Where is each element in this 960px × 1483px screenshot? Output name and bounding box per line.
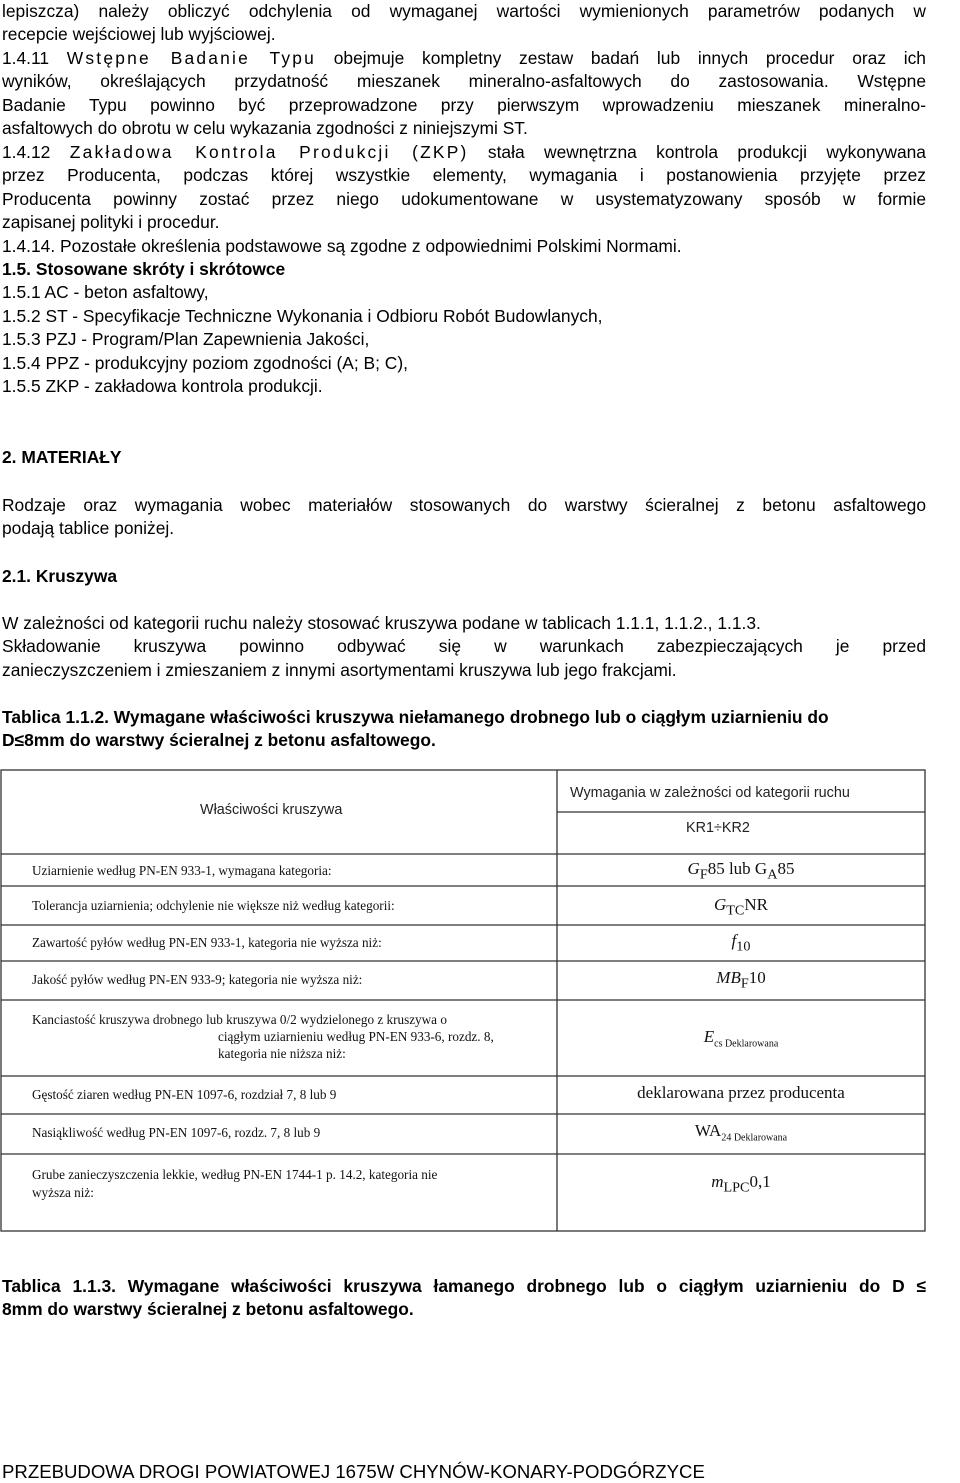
subsection-heading-aggregates: 2.1. Kruszywa: [2, 566, 118, 586]
table-caption-1-1-2: [2, 706, 926, 753]
table-cell-requirement: $f_{10}$: [731, 931, 751, 955]
definition-term: Wstępne Badanie Typu: [66, 48, 317, 68]
intro-line: recepcie wejściowej lub wyjściowej.: [2, 24, 276, 45]
definition-1-4-12: [2, 141, 926, 235]
caption-line: D≤8mm do warstwy ścieralnej z betonu asfaltowego.: [2, 730, 436, 751]
table-cell-requirement: $G_F85$ lub $G_A85$: [687, 859, 795, 883]
table-cell-property: ciągłym uziarnieniu według PN-EN 933-6, rozdz. 8,: [218, 1029, 494, 1044]
abbreviations-section: [2, 258, 926, 398]
table-cell-property: Gęstość ziaren według PN-EN 1097-6, rozdział 7, 8 lub 9: [32, 1087, 337, 1102]
abbreviation-item: 1.5.2 ST - Specyfikacje Techniczne Wykonania i Odbioru Robót Budowlanych,: [2, 305, 603, 326]
abbreviation-item: 1.5.1 AC - beton asfaltowy,: [2, 282, 209, 303]
definition-line: Producenta powinny zostać przez niego udokumentowane w usystematyzowany sposób w formie: [2, 188, 926, 209]
table-cell-property: Jakość pyłów według PN-EN 933-9; kategoria nie wyższa niż:: [32, 972, 363, 987]
table-cell-requirement: $m_{LPC}0,1$: [711, 1172, 771, 1196]
paragraph-line: W zależności od kategorii ruchu należy stosować kruszywa podane w tablicach 1.1.1, 1.1.2., 1.1.3.: [2, 613, 761, 633]
paragraph-line: Rodzaje oraz wymagania wobec materiałów stosowanych do warstwy ścieralnej z betonu asfaltowego: [2, 495, 926, 515]
definition-term: Zakładowa Kontrola Produkcji (ZKP): [69, 142, 469, 162]
table-cell-property: Grube zanieczyszczenia lekkie, według PN-EN 1744-1 p. 14.2, kategoria nie: [32, 1167, 438, 1182]
table-cell-property: Kanciastość kruszywa drobnego lub kruszywa 0/2 wydzielonego z kruszywa o: [32, 1012, 447, 1027]
paragraph-line: podają tablice poniżej.: [2, 518, 175, 539]
table-grid: [0, 769, 926, 1232]
definition-line: Badanie Typu powinno być przeprowadzone przy pierwszym wprowadzeniu mieszanek mineralno-: [2, 94, 926, 115]
table-cell-property: Tolerancja uziarnienia; odchylenie nie większe niż według kategorii:: [32, 898, 395, 913]
table-cell-property: wyższa niż:: [32, 1185, 94, 1200]
abbreviation-item: 1.5.4 PPZ - produkcyjny poziom zgodności (A; B; C),: [2, 352, 408, 373]
requirements-table: [0, 769, 926, 1232]
section-heading-materials: 2. MATERIAŁY: [2, 447, 122, 467]
abbreviation-item: 1.5.3 PZJ - Program/Plan Zapewnienia Jakości,: [2, 329, 370, 350]
intro-line: lepiszcza) należy obliczyć odchylenia od wymaganej wartości wymienionych parametrów podanych w: [2, 1, 926, 21]
table-cell-property: Uziarnienie według PN-EN 933-1, wymagana kategoria:: [32, 863, 332, 878]
section-heading: 1.5. Stosowane skróty i skrótowce: [2, 259, 286, 279]
table-cell-requirement: $WA_{24 Deklarowana}$: [694, 1121, 788, 1144]
definition-line: 1.4.11 Wstępne Badanie Typu obejmuje kompletny zestaw badań lub innych procedur oraz ich: [2, 48, 926, 68]
definition-line: przez Producenta, podczas której wszystkie elementy, wymagania i postanowienia przyjęte przez: [2, 165, 926, 186]
definition-line: asfaltowych do obrotu w celu wykazania zgodności z niniejszymi ST.: [2, 118, 528, 139]
materials-paragraph: [2, 494, 926, 541]
abbreviation-item: 1.5.5 ZKP - zakładowa kontrola produkcji.: [2, 376, 323, 397]
definition-line: zapisanej polityki i procedur.: [2, 212, 220, 233]
page-footer: PRZEBUDOWA DROGI POWIATOWEJ 1675W CHYNÓW-KONARY-PODGÓRZYCE: [2, 1461, 705, 1482]
caption-line: Tablica 1.1.3. Wymagane właściwości kruszywa łamanego drobnego lub o ciągłym uziarnieniu do D ≤: [2, 1276, 926, 1296]
caption-line: 8mm do warstwy ścieralnej z betonu asfaltowego.: [2, 1299, 414, 1320]
table-cell-requirement: $MB_F10$: [716, 968, 766, 992]
paragraph-line: Składowanie kruszywa powinno odbywać się w warunkach zabezpieczających je przed: [2, 636, 926, 657]
intro-paragraph: [2, 0, 926, 47]
header-property: Właściwości kruszywa: [200, 802, 343, 818]
table-cell-requirement: deklarowana przez producenta: [637, 1083, 845, 1102]
definition-line: 1.4.12 Zakładowa Kontrola Produkcji (ZKP) stała wewnętrzna kontrola produkcji wykonywana: [2, 142, 926, 162]
aggregates-paragraph: [2, 612, 926, 682]
table-cell-requirement: $G_{TC}NR$: [714, 895, 768, 919]
table-caption-1-1-3: [2, 1275, 926, 1322]
caption-line: Tablica 1.1.2. Wymagane właściwości kruszywa niełamanego drobnego lub o ciągłym uziarnieniu do: [2, 707, 829, 727]
definition-line: wyników, określających przydatność mieszanek mineralno-asfaltowych do zastosowania. Wstępne: [2, 71, 926, 92]
header-requirements: Wymagania w zależności od kategorii ruchu: [570, 785, 850, 801]
table-cell-property: Nasiąkliwość według PN-EN 1097-6, rozdz. 7, 8 lub 9: [32, 1125, 321, 1140]
table-cell-requirement: $E_{cs Deklarowana}$: [703, 1027, 779, 1050]
paragraph-line: zanieczyszczeniem i zmieszaniem z innymi asortymentami kruszywa lub jego frakcjami.: [2, 659, 677, 680]
table-cell-property: Zawartość pyłów według PN-EN 933-1, kategoria nie wyższa niż:: [32, 935, 382, 950]
definition-1-4-11: [2, 47, 926, 141]
definition-1-4-14: [2, 235, 926, 258]
definition-line: 1.4.14. Pozostałe określenia podstawowe są zgodne z odpowiednimi Polskimi Normami.: [2, 236, 682, 256]
table-cell-property: kategoria nie niższa niż:: [218, 1046, 346, 1061]
header-traffic-category: KR1÷KR2: [686, 820, 750, 836]
